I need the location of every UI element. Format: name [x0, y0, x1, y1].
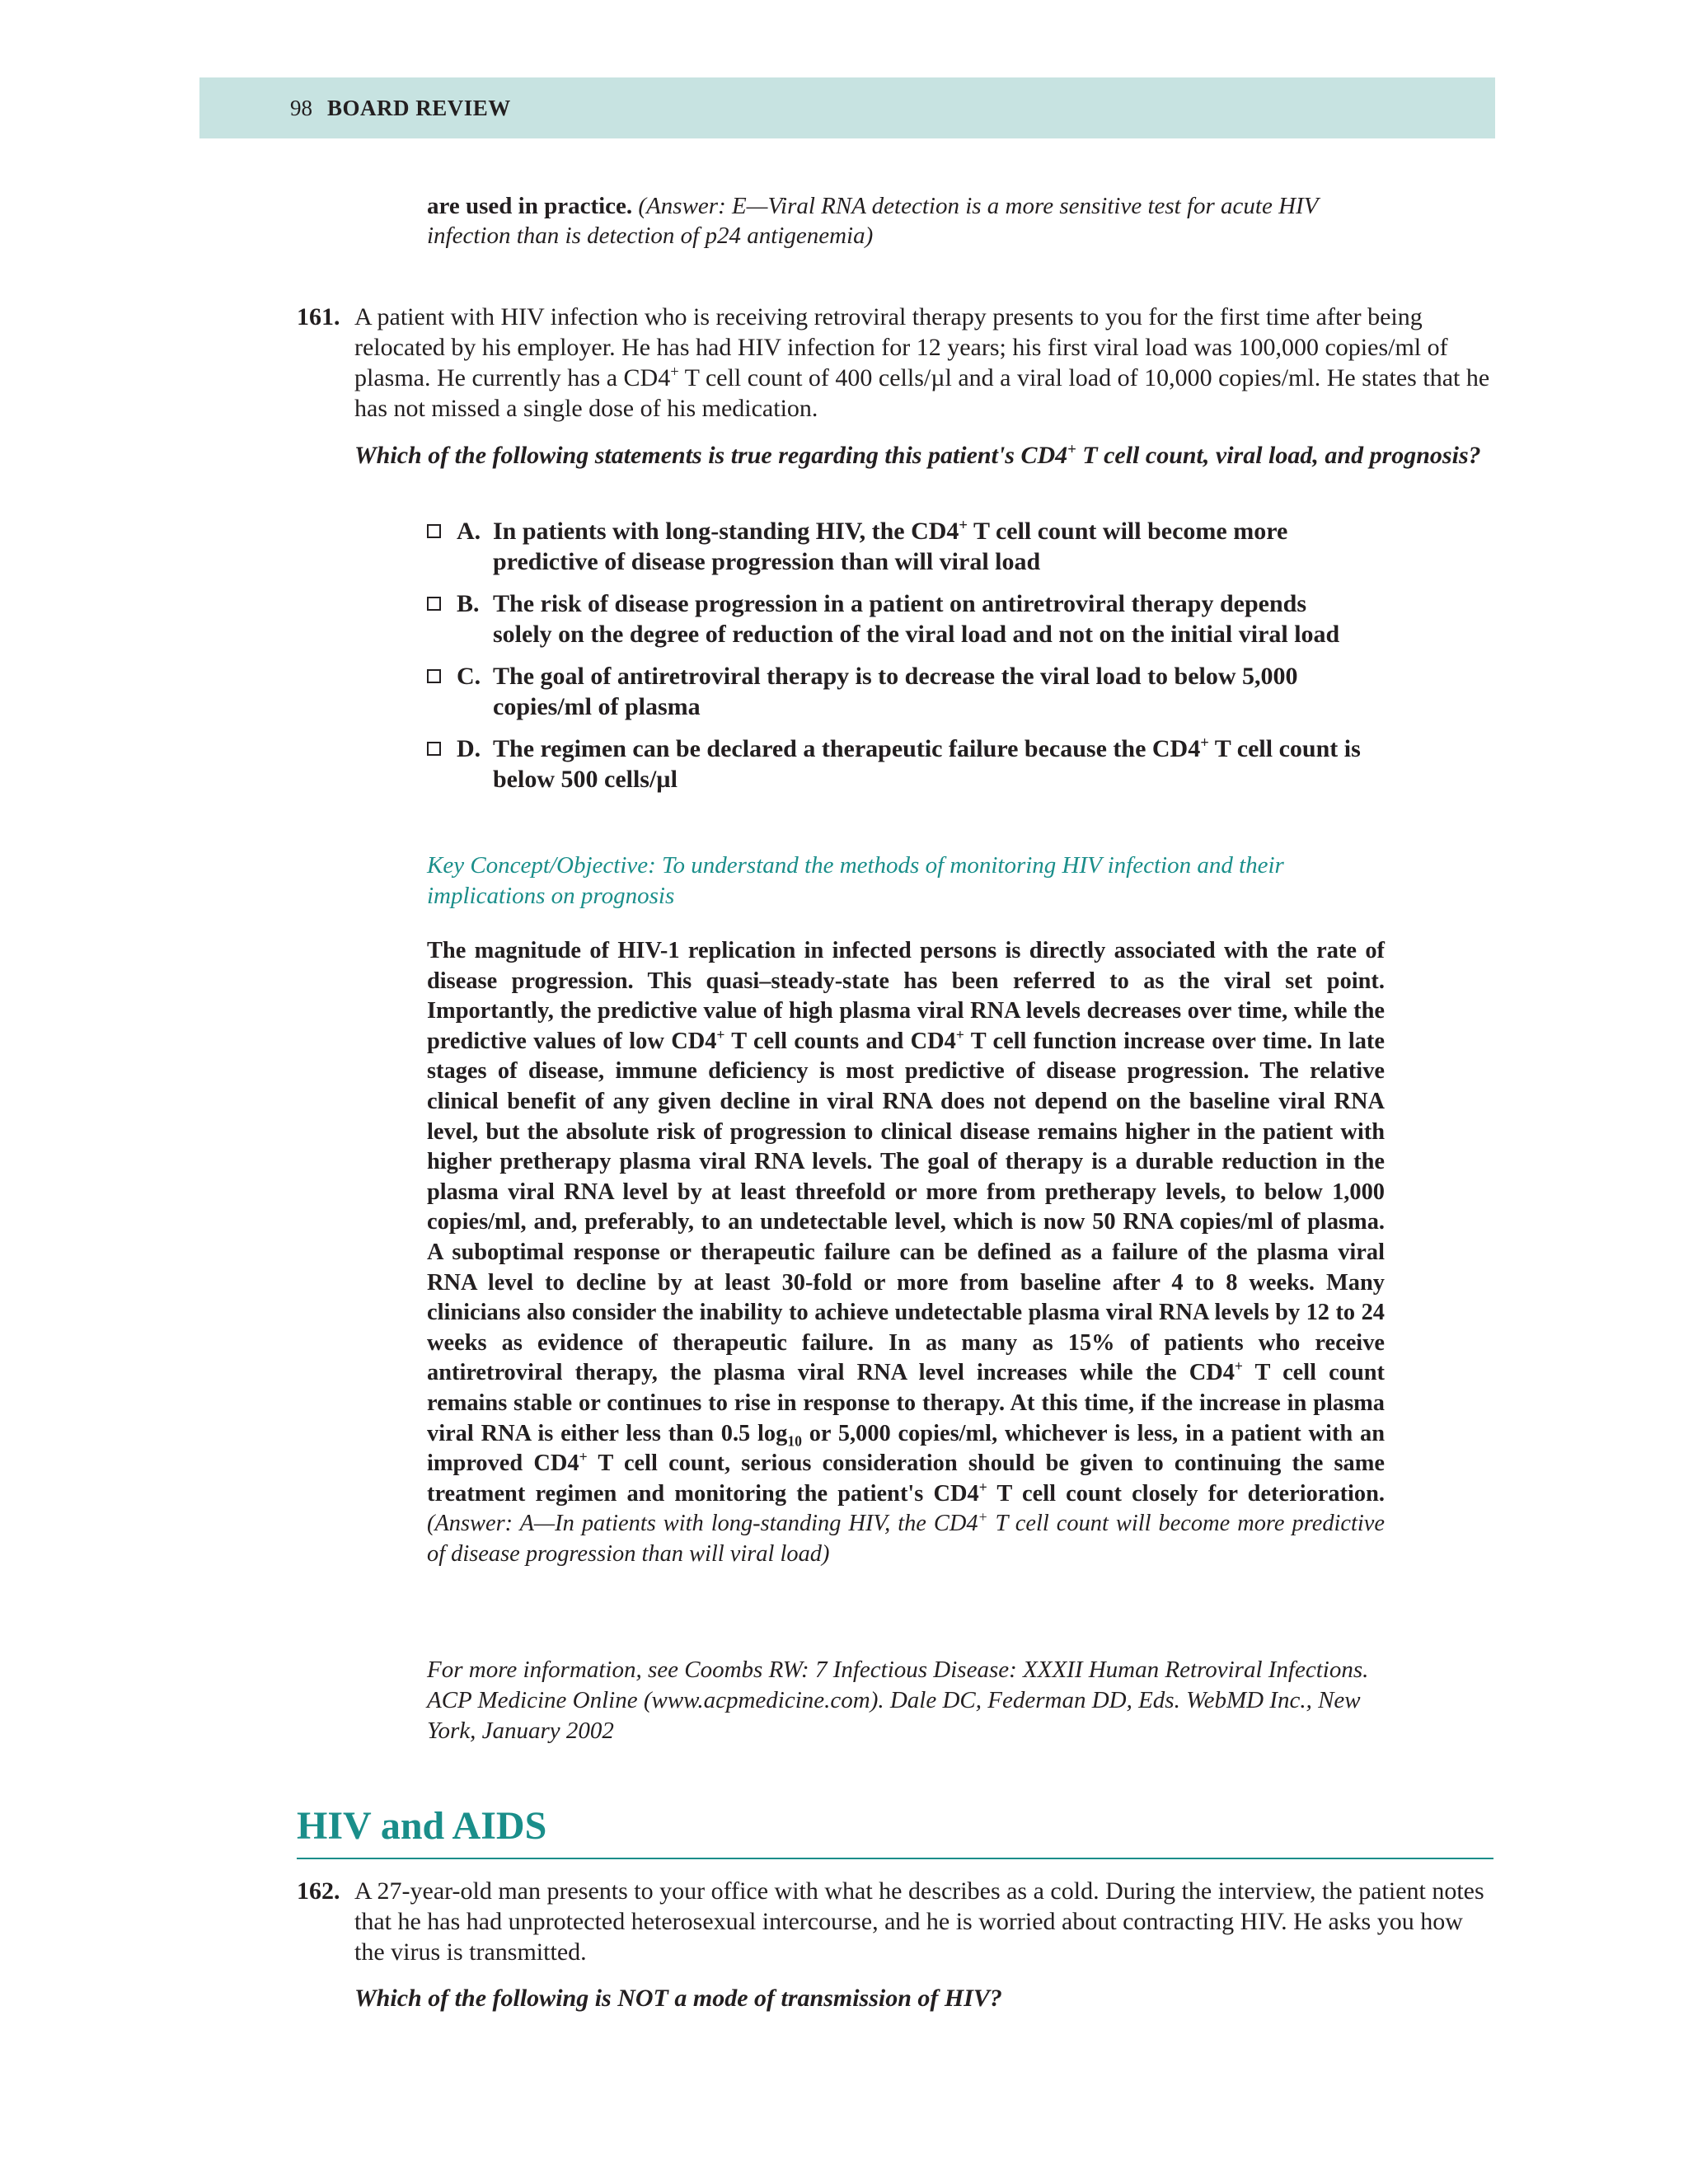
reference-citation: For more information, see Coombs RW: 7 Infectious Disease: XXXII Human Retroviral Infections. ACP Medicine Online (www.acpmedicine.com). Dale DC, Federman DD, Eds. WebMD Inc., New York, January 2002 [427, 1657, 1369, 1744]
option-b[interactable]: B. The risk of disease progression in a patient on antiretroviral therapy depends solely on the degree of reduction of the viral load and not on the initial viral load [427, 588, 1367, 649]
question-161-prompt: Which of the following statements is true regarding this patient's CD4+ T cell count, viral load, and prognosis? [354, 441, 1481, 469]
checkbox-icon[interactable] [427, 669, 441, 683]
option-letter: D. [457, 735, 481, 762]
question-stem-text: A patient with HIV infection who is receiving retroviral therapy presents to you for the first time after being relocated by his employer. He has had HIV infection for 12 years; his first viral load was 100,000 copies/ml of plasma. He currently has a CD4+ T cell count of 400 cells/µl and a viral load of 10,000 copies/ml. He states that he has not missed a single dose of his medication. [354, 303, 1490, 422]
question-161-stem [297, 302, 1493, 424]
option-letter: C. [457, 663, 481, 690]
question-number: 162. [297, 1877, 340, 1905]
option-c[interactable]: C. The goal of antiretroviral therapy is to decrease the viral load to below 5,000 copies/ml of plasma [427, 661, 1367, 722]
carryover-bold-text: are used in practice. [427, 193, 633, 219]
page-number: 98 [290, 95, 312, 120]
section-divider [297, 1858, 1493, 1859]
option-a[interactable]: A. In patients with long-standing HIV, the CD4+ T cell count will become more predictive of disease progression than will viral load [427, 516, 1367, 577]
option-letter: A. [457, 518, 481, 545]
checkbox-icon[interactable] [427, 524, 441, 538]
answer-options [427, 516, 1367, 806]
question-stem-text: A 27-year-old man presents to your office with what he describes as a cold. During the interview, the patient notes that he has had unprotected heterosexual intercourse, and he is worried about contracting HIV. He asks you how the virus is transmitted. [354, 1877, 1484, 1966]
question-number: 161. [297, 303, 340, 330]
key-concept: Key Concept/Objective: To understand the methods of monitoring HIV infection and their implications on prognosis [427, 852, 1284, 909]
question-162-stem [297, 1876, 1493, 1967]
carryover-answer-text: (Answer: E—Viral RNA detection is a more sensitive test for acute HIV infection than is detection of p24 antigenemia) [427, 193, 1318, 249]
carryover-answer [427, 191, 1400, 251]
option-letter: B. [457, 590, 480, 617]
question-162-prompt: Which of the following is NOT a mode of transmission of HIV? [354, 1985, 1002, 2012]
checkbox-icon[interactable] [427, 742, 441, 756]
running-header [199, 77, 1495, 138]
option-d[interactable]: D. The regimen can be declared a therapeutic failure because the CD4+ T cell count is below 500 cells/µl [427, 733, 1367, 794]
checkbox-icon[interactable] [427, 597, 441, 611]
explanation-paragraph: The magnitude of HIV-1 replication in infected persons is directly associated with the rate of disease progression. This quasi–steady-state has been referred to as the viral set point. Importantly, the predictive value of high plasma viral RNA levels decreases over time, while the predictive values of low CD4+ T cell counts and CD4+ T cell function increase over time. In late stages of disease, immune deficiency is most predictive of disease progression. The relative clinical benefit of any given decline in viral RNA does not depend on the baseline viral RNA level, but the absolute risk of progression to clinical disease remains higher in the patient with higher pretherapy plasma viral RNA levels. The goal of therapy is a durable reduction in the plasma viral RNA level by at least threefold or more from pretherapy levels, to below 1,000 copies/ml, and, preferably, to an undetectable level, which is now 50 RNA copies/ml of plasma. A suboptimal response or therapeutic failure can be defined as a failure of the plasma viral RNA level to decline by at least 30-fold or more from baseline after 4 to 8 weeks. Many clinicians also consider the inability to achieve undetectable plasma viral RNA levels by 12 to 24 weeks as evidence of therapeutic failure. In as many as 15% of patients who receive antiretroviral therapy, the plasma viral RNA level increases while the CD4+ T cell count remains stable or continues to rise in response to therapy. At this time, if the increase in plasma viral RNA is either less than 0.5 $\log_{10}$ or 5,000 copies/ml, whichever is less, in a patient with an improved CD4+ T cell count, serious consideration should be given to continuing the same treatment regimen and monitoring the patient's CD4+ T cell count closely for deterioration. (Answer: A—In patients with long-standing HIV, the CD4+ T cell count will become more predictive of disease progression than will viral load) [427, 938, 1386, 1567]
running-title: BOARD REVIEW [327, 95, 511, 120]
section-title: HIV and AIDS [297, 1804, 547, 1848]
